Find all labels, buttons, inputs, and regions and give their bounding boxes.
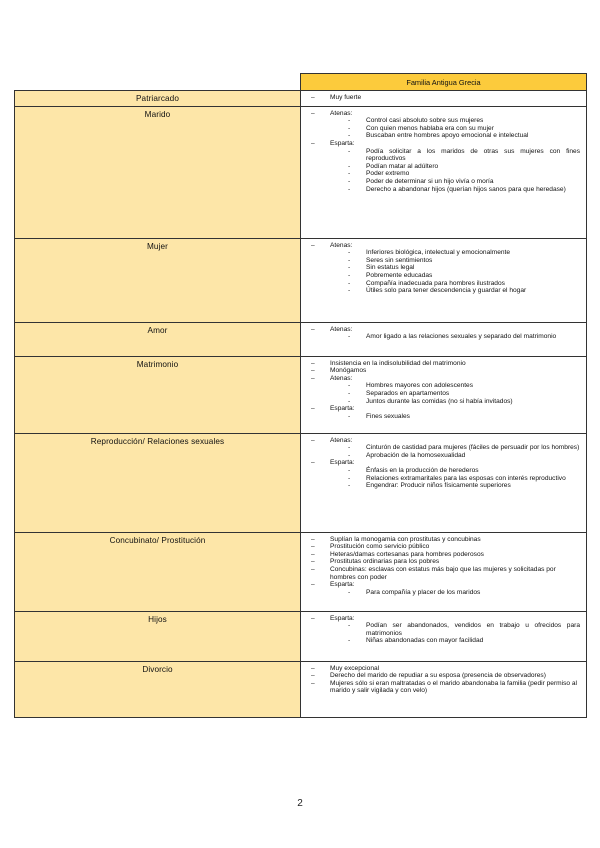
item-text: Concubinas: esclavas con estatus más bajo que las mujeres y solicitadas por hombres con poder: [330, 565, 556, 581]
sub-list-item: - Podían matar al adúltero: [347, 163, 580, 171]
item-list: [311, 110, 580, 194]
sub-list-item: - Engendrar: Producir niños físicamente superiores: [347, 482, 580, 490]
sub-list-item: - Derecho a abandonar hijos (querían hijos sanos para que heredase): [347, 186, 580, 194]
row-label: Patriarcado: [15, 91, 301, 107]
list-item: [311, 405, 580, 420]
sub-list: [330, 333, 580, 341]
sub-list-item: - Cinturón de castidad para mujeres (fáciles de persuadir por los hombres): [347, 444, 580, 452]
row-label: Mujer: [15, 238, 301, 322]
sub-list-item: - Control casi absoluto sobre sus mujeres: [347, 117, 580, 125]
item-list: [311, 360, 580, 421]
list-item: [311, 326, 580, 341]
item-text: Suplían la monogamia con prostitutas y concubinas: [330, 535, 481, 543]
item-text: Esparta:: [330, 139, 355, 147]
row-content: [301, 661, 587, 717]
sub-list-item: - Amor ligado a las relaciones sexuales y separado del matrimonio: [347, 333, 580, 341]
sub-list-item: - Fines sexuales: [347, 413, 580, 421]
row-content: [301, 611, 587, 661]
table-row: [15, 91, 587, 107]
item-list: [311, 94, 580, 102]
list-item: [311, 94, 580, 102]
item-list: [311, 437, 580, 490]
item-list: [311, 665, 580, 695]
sub-list-item: - Inferiores biológica, intelectual y emocionalmente: [347, 249, 580, 257]
sub-list-item: - Compañía inadecuada para hombres ilustrados: [347, 280, 580, 288]
sub-list: [330, 589, 580, 597]
sub-list-item: - Separados en apartamentos: [347, 390, 580, 398]
sub-list-item: - Útiles solo para tener descendencia y guardar el hogar: [347, 287, 580, 295]
sub-list: [330, 413, 580, 421]
sub-list: [330, 622, 580, 645]
sub-list-item: - Hombres mayores con adolescentes: [347, 382, 580, 390]
sub-list-item: - Relaciones extramaritales para las esposas con interés reproductivo: [347, 475, 580, 483]
family-table: [14, 73, 587, 718]
item-text: Atenas:: [330, 436, 353, 444]
row-label: Concubinato/ Prostitución: [15, 532, 301, 611]
item-text: Prostitutas ordinarias para los pobres: [330, 558, 440, 566]
item-text: Esparta:: [330, 614, 355, 622]
item-list: [311, 326, 580, 341]
page-number: 2: [297, 798, 303, 809]
sub-list-item: - Juntos durante las comidas (no si había invitados): [347, 398, 580, 406]
list-item: [311, 665, 580, 673]
row-content: [301, 532, 587, 611]
row-content: [301, 106, 587, 238]
list-item: [311, 360, 580, 368]
header-blank-cell: [15, 74, 301, 91]
item-text: Heteras/damas cortesanas para hombres poderosos: [330, 550, 484, 558]
list-item: [311, 459, 580, 489]
sub-list-item: - Aprobación de la homosexualidad: [347, 452, 580, 460]
sub-list: [330, 382, 580, 405]
row-content: [301, 91, 587, 107]
item-text: Prostitución como servicio público: [330, 543, 430, 551]
item-text: Insistencia en la indisolubilidad del matrimonio: [330, 359, 466, 367]
row-label: Divorcio: [15, 661, 301, 717]
item-text: Esparta:: [330, 459, 355, 467]
sub-list-item: - Buscaban entre hombres apoyo emocional e intelectual: [347, 132, 580, 140]
list-item: [311, 110, 580, 140]
list-item: [311, 680, 580, 695]
sub-list-item: - Sin estatus legal: [347, 264, 580, 272]
row-label: Hijos: [15, 611, 301, 661]
row-content: [301, 433, 587, 532]
sub-list-item: - Poder de determinar si un hijo vivía o moría: [347, 178, 580, 186]
item-text: Atenas:: [330, 241, 353, 249]
item-text: Atenas:: [330, 374, 353, 382]
sub-list: [330, 117, 580, 140]
list-item: [311, 581, 580, 596]
sub-list-item: - Pobremente educadas: [347, 272, 580, 280]
row-label: Matrimonio: [15, 356, 301, 433]
item-text: Mujeres sólo si eran maltratadas o el marido abandonaba la familia (pedir permiso al marido y salir vigilada y con velo): [330, 679, 578, 695]
item-text: Derecho del marido de repudiar a su esposa (presencia de observadores): [330, 672, 546, 680]
item-text: Atenas:: [330, 325, 353, 333]
sub-list-item: - Seres sin sentimientos: [347, 257, 580, 265]
item-list: [311, 615, 580, 645]
column-header: Familia Antigua Grecia: [301, 74, 587, 91]
list-item: [311, 672, 580, 680]
sub-list-item: - Podían ser abandonados, vendidos en trabajo u ofrecidos para matrimonios: [347, 622, 580, 637]
table-row: [15, 611, 587, 661]
list-item: [311, 615, 580, 645]
row-label: Marido: [15, 106, 301, 238]
table-row: [15, 661, 587, 717]
item-text: Muy excepcional: [330, 664, 380, 672]
sub-list: [330, 467, 580, 490]
sub-list-item: - Poder extremo: [347, 170, 580, 178]
list-item: [311, 375, 580, 405]
list-item: [311, 437, 580, 460]
list-item: [311, 566, 580, 581]
list-item: [311, 367, 580, 375]
item-list: [311, 242, 580, 295]
table-row: [15, 532, 587, 611]
row-content: [301, 356, 587, 433]
sub-list-item: - Énfasis en la producción de herederos: [347, 467, 580, 475]
table-row: [15, 322, 587, 356]
table-row: [15, 433, 587, 532]
row-label: Reproducción/ Relaciones sexuales: [15, 433, 301, 532]
list-item: [311, 558, 580, 566]
table-row: [15, 356, 587, 433]
item-text: Monógamos: [330, 367, 367, 375]
item-text: Esparta:: [330, 405, 355, 413]
item-text: Esparta:: [330, 581, 355, 589]
item-text: Atenas:: [330, 109, 353, 117]
list-item: [311, 140, 580, 193]
list-item: [311, 551, 580, 559]
table-row: [15, 238, 587, 322]
sub-list-item: - Niñas abandonadas con mayor facilidad: [347, 637, 580, 645]
item-text: Muy fuerte: [330, 94, 362, 101]
sub-list-item: - Para compañía y placer de los maridos: [347, 589, 580, 597]
item-list: [311, 536, 580, 597]
row-content: [301, 322, 587, 356]
list-item: [311, 242, 580, 295]
sub-list-item: - Con quien menos hablaba era con su mujer: [347, 125, 580, 133]
sub-list: [330, 148, 580, 194]
sub-list: [330, 444, 580, 459]
sub-list: [330, 249, 580, 295]
sub-list-item: - Podía solicitar a los maridos de otras sus mujeres con fines reproductivos: [347, 148, 580, 163]
header-row: [15, 74, 587, 91]
table-row: [15, 106, 587, 238]
list-item: [311, 536, 580, 544]
row-content: [301, 238, 587, 322]
row-label: Amor: [15, 322, 301, 356]
list-item: [311, 543, 580, 551]
